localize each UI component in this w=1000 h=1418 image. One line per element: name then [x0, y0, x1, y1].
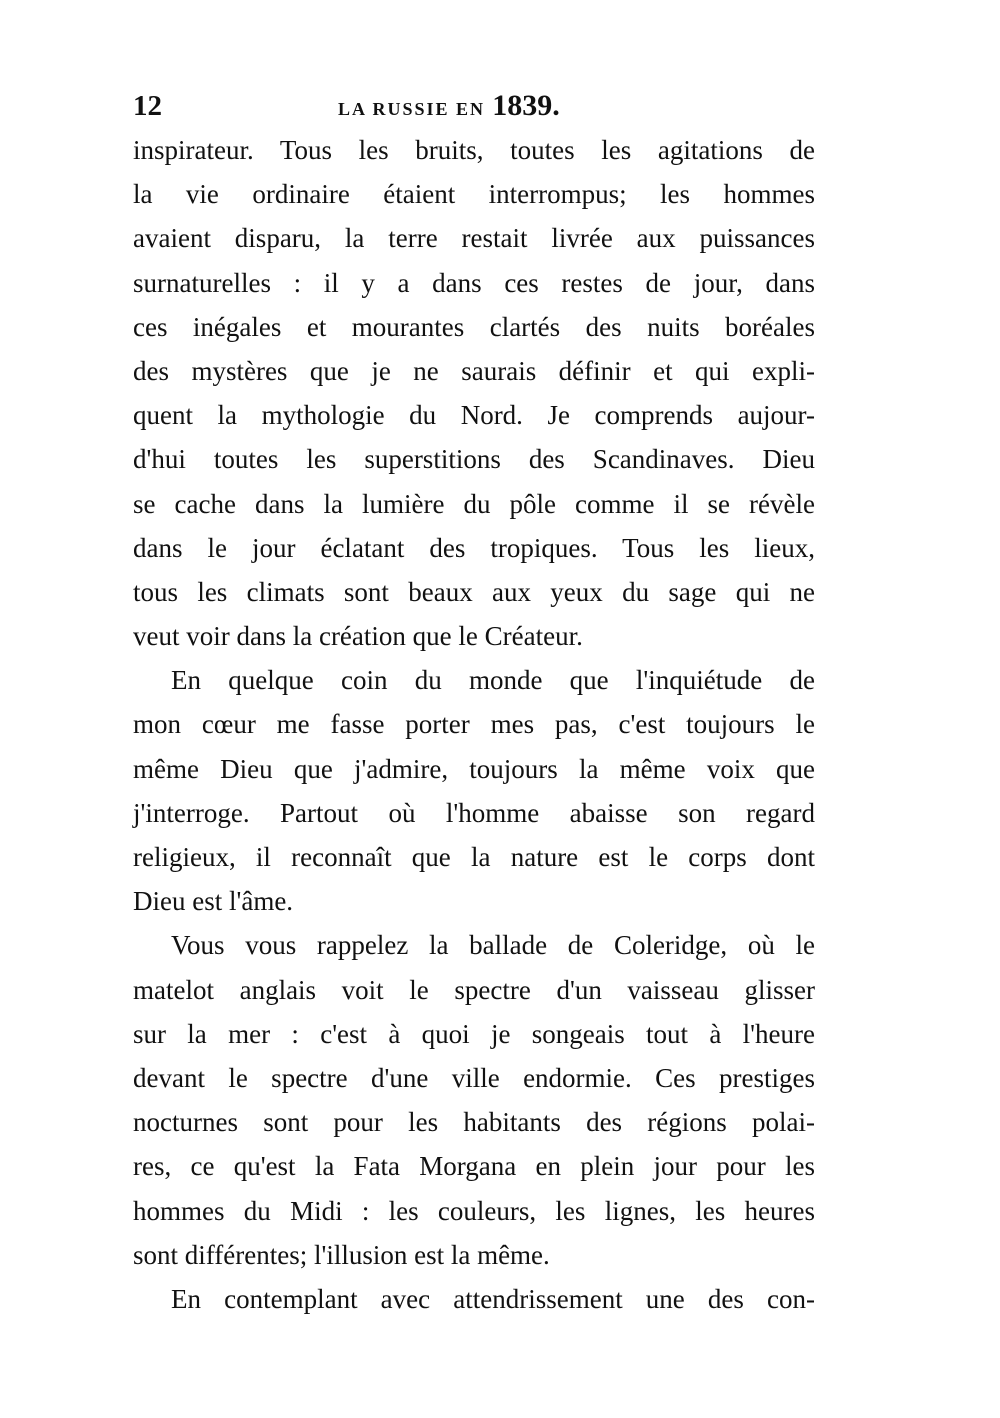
text-line: tous les climats sont beaux aux yeux du sage qui ne: [133, 576, 815, 607]
text-line: avaient disparu, la terre restait livrée aux puissances: [133, 223, 815, 254]
paragraph-4: [133, 1277, 815, 1321]
text-line: quent la mythologie du Nord. Je comprends aujour-: [133, 400, 815, 431]
paragraph-2: [133, 658, 815, 923]
text-line: inspirateur. Tous les bruits, toutes les agitations de: [133, 135, 815, 165]
text-line: veut voir dans la création que le Créateur.: [133, 621, 583, 652]
text-line: dans le jour éclatant des tropiques. Tous les lieux,: [133, 532, 815, 563]
running-title-year: 1839.: [492, 89, 560, 122]
text-line: la vie ordinaire étaient interrompus; les hommes: [133, 179, 815, 210]
text-line: se cache dans la lumière du pôle comme il se révèle: [133, 488, 815, 519]
text-line: hommes du Midi : les couleurs, les lignes, les heures: [133, 1195, 815, 1226]
paragraph-1: [133, 128, 815, 658]
page-number: 12: [133, 90, 162, 122]
text-line: surnaturelles : il y a dans ces restes de jour, dans: [133, 267, 815, 298]
text-line: res, ce qu'est la Fata Morgana en plein jour pour les: [133, 1151, 815, 1182]
text-line: Vous vous rappelez la ballade de Coleridge, où le: [171, 930, 815, 961]
text-line: Dieu est l'âme.: [133, 886, 294, 917]
text-line: des mystères que je ne saurais définir et qui expli-: [133, 355, 815, 386]
text-line: religieux, il reconnaît que la nature est le corps dont: [133, 842, 815, 872]
paragraph-3: [133, 923, 815, 1277]
text-line: sur la mer : c'est à quoi je songeais tout à l'heure: [133, 1018, 815, 1049]
text-line: même Dieu que j'admire, toujours la même voix que: [133, 753, 815, 784]
text-line: j'interroge. Partout où l'homme abaisse son regard: [133, 797, 815, 828]
text-line: nocturnes sont pour les habitants des régions polai-: [133, 1107, 815, 1138]
text-line: En contemplant avec attendrissement une des con-: [171, 1283, 815, 1314]
running-head: [133, 84, 815, 128]
running-title-text: LA RUSSIE EN: [338, 99, 486, 119]
text-line: mon cœur me fasse porter mes pas, c'est toujours le: [133, 709, 815, 740]
running-title: [338, 84, 560, 131]
text-line: ces inégales et mourantes clartés des nuits boréales: [133, 311, 815, 342]
book-page: [133, 84, 815, 1321]
text-line: sont différentes; l'illusion est la même.: [133, 1239, 550, 1270]
text-line: En quelque coin du monde que l'inquiétude de: [171, 665, 815, 696]
text-line: devant le spectre d'une ville endormie. Ces prestiges: [133, 1062, 815, 1093]
text-line: matelot anglais voit le spectre d'un vaisseau glisser: [133, 974, 815, 1005]
text-line: d'hui toutes les superstitions des Scandinaves. Dieu: [133, 444, 815, 475]
